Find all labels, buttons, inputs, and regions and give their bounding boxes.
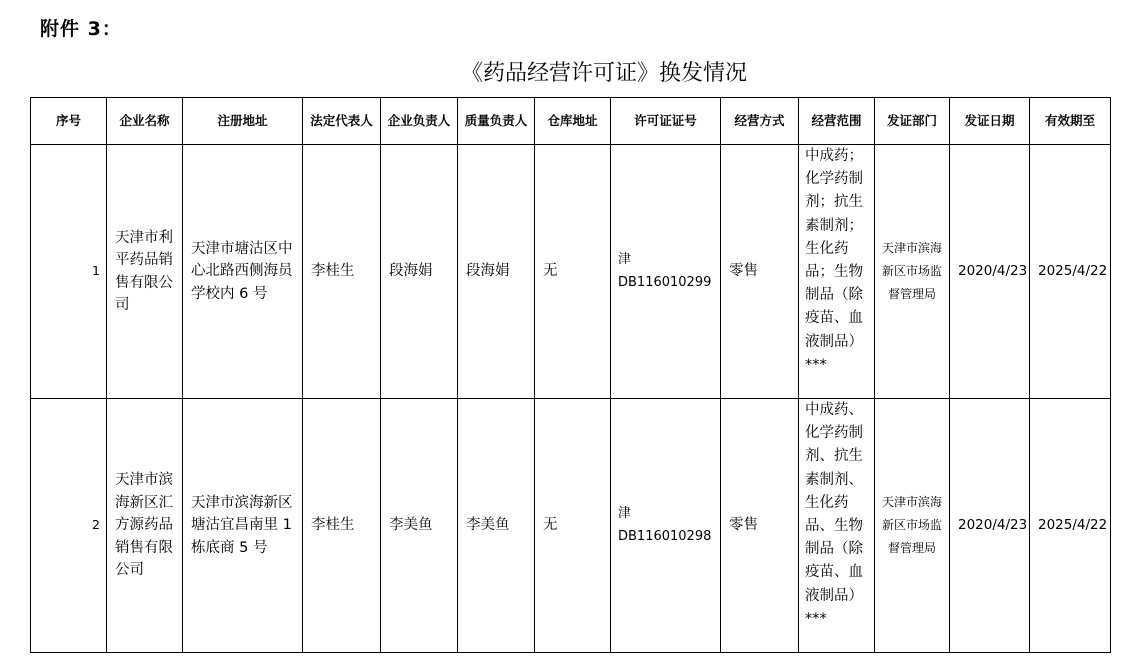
header-warehouse: 仓库地址 xyxy=(535,98,611,145)
cell-legal-rep: 李桂生 xyxy=(303,145,381,399)
header-valid-until: 有效期至 xyxy=(1030,98,1111,145)
license-table xyxy=(30,97,1111,653)
cell-seq: 1 xyxy=(31,145,107,399)
cell-quality-head: 段海娟 xyxy=(458,145,535,399)
header-address: 注册地址 xyxy=(183,98,303,145)
cell-valid-until: 2025/4/22 xyxy=(1030,145,1111,399)
header-legal-rep: 法定代表人 xyxy=(303,98,381,145)
cell-issue-date: 2020/4/23 xyxy=(950,399,1030,653)
header-enterprise-head: 企业负责人 xyxy=(381,98,458,145)
header-quality-head: 质量负责人 xyxy=(458,98,535,145)
cell-company: 天津市滨海新区汇方源药品销售有限公司 xyxy=(107,399,183,653)
attachment-label: 附件 3： xyxy=(40,18,122,40)
cell-enterprise-head: 李美鱼 xyxy=(381,399,458,653)
cell-company: 天津市利平药品销售有限公司 xyxy=(107,145,183,399)
header-row xyxy=(31,98,1111,145)
table-row xyxy=(31,145,1111,399)
cell-valid-until: 2025/4/22 xyxy=(1030,399,1111,653)
cell-operation-mode: 零售 xyxy=(721,399,799,653)
header-issue-date: 发证日期 xyxy=(950,98,1030,145)
header-license-no: 许可证证号 xyxy=(611,98,721,145)
cell-license-no: 津 DB116010299 xyxy=(611,145,721,399)
cell-license-no: 津 DB116010298 xyxy=(611,399,721,653)
cell-scope: 中成药、化学药制剂、抗生素制剂、生化药品、生物制品（除疫苗、血液制品）*** xyxy=(799,399,875,653)
cell-address: 天津市滨海新区塘沽宜昌南里 1 栋底商 5 号 xyxy=(183,399,303,653)
cell-operation-mode: 零售 xyxy=(721,145,799,399)
cell-warehouse: 无 xyxy=(535,145,611,399)
header-operation-mode: 经营方式 xyxy=(721,98,799,145)
cell-issuing-dept: 天津市滨海新区市场监督管理局 xyxy=(875,145,950,399)
cell-legal-rep: 李桂生 xyxy=(303,399,381,653)
header-issuing-dept: 发证部门 xyxy=(875,98,950,145)
cell-issuing-dept: 天津市滨海新区市场监督管理局 xyxy=(875,399,950,653)
header-company: 企业名称 xyxy=(107,98,183,145)
header-scope: 经营范围 xyxy=(799,98,875,145)
cell-seq: 2 xyxy=(31,399,107,653)
cell-scope: 中成药；化学药制剂；抗生素制剂；生化药品；生物制品（除疫苗、血液制品）*** xyxy=(799,145,875,399)
header-seq: 序号 xyxy=(31,98,107,145)
document-title: 《药品经营许可证》换发情况 xyxy=(460,61,747,86)
cell-address: 天津市塘沽区中心北路西侧海员学校内 6 号 xyxy=(183,145,303,399)
cell-warehouse: 无 xyxy=(535,399,611,653)
cell-issue-date: 2020/4/23 xyxy=(950,145,1030,399)
cell-enterprise-head: 段海娟 xyxy=(381,145,458,399)
table-row xyxy=(31,399,1111,653)
cell-quality-head: 李美鱼 xyxy=(458,399,535,653)
